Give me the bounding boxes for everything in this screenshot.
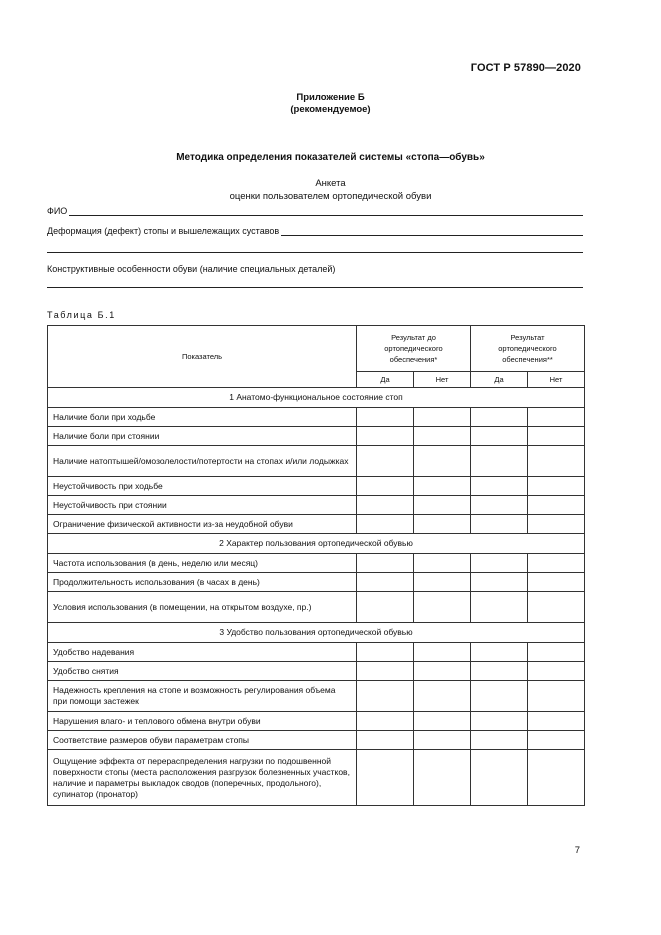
fio-label: ФИО [47,206,68,216]
answer-cell[interactable] [414,643,471,662]
indicator-cell: Частота использования (в день, неделю или месяц) [48,554,357,573]
answer-cell[interactable] [414,496,471,515]
answer-cell[interactable] [357,446,414,477]
indicator-cell: Удобство надевания [48,643,357,662]
answer-cell[interactable] [357,408,414,427]
indicator-cell: Наличие боли при ходьбе [48,408,357,427]
answer-cell[interactable] [528,662,585,681]
indicator-cell: Неустойчивость при ходьбе [48,477,357,496]
column-header-before [357,326,471,372]
column-header-before-text: Результат до ортопедического обеспечения* [384,333,443,364]
answer-cell[interactable] [471,750,528,806]
answer-cell[interactable] [357,643,414,662]
answer-cell[interactable] [357,750,414,806]
table-row [48,408,585,427]
answer-cell[interactable] [528,446,585,477]
column-header-indicator: Показатель [48,326,357,388]
shoe-features-line[interactable] [47,287,583,288]
answer-cell[interactable] [414,681,471,712]
answer-cell[interactable] [414,731,471,750]
answer-cell[interactable] [528,477,585,496]
questionnaire-heading [0,177,661,203]
answer-cell[interactable] [528,643,585,662]
answer-cell[interactable] [528,681,585,712]
appendix-title: Приложение Б [296,92,365,103]
answer-cell[interactable] [471,712,528,731]
indicator-cell: Условия использования (в помещении, на открытом воздухе, пр.) [48,592,357,623]
answer-cell[interactable] [357,515,414,534]
answer-cell[interactable] [528,515,585,534]
column-header-no: Нет [414,372,471,388]
section-heading: 3 Удобство пользования ортопедической обувью [48,623,585,643]
deformation-line[interactable] [281,226,583,236]
column-header-yes: Да [471,372,528,388]
indicator-cell: Наличие боли при стоянии [48,427,357,446]
table-row [48,477,585,496]
answer-cell[interactable] [414,427,471,446]
table-row [48,592,585,623]
answer-cell[interactable] [414,592,471,623]
answer-cell[interactable] [357,427,414,446]
deformation-label: Деформация (дефект) стопы и вышележащих суставов [47,226,280,236]
answer-cell[interactable] [471,681,528,712]
answer-cell[interactable] [528,554,585,573]
deformation-field[interactable] [47,226,583,236]
answer-cell[interactable] [414,662,471,681]
indicator-cell: Ограничение физической активности из-за неудобной обуви [48,515,357,534]
column-header-no: Нет [528,372,585,388]
answer-cell[interactable] [414,712,471,731]
indicator-cell: Надежность крепления на стопе и возможность регулирования объема при помощи застежек [48,681,357,712]
answer-cell[interactable] [471,408,528,427]
deformation-line-2[interactable] [47,252,583,253]
answer-cell[interactable] [357,731,414,750]
table-row [48,712,585,731]
answer-cell[interactable] [471,592,528,623]
section-heading: 2 Характер пользования ортопедической обувью [48,534,585,554]
table-row [48,662,585,681]
table-row [48,573,585,592]
answer-cell[interactable] [357,477,414,496]
table-row [48,681,585,712]
indicator-cell: Удобство снятия [48,662,357,681]
answer-cell[interactable] [414,573,471,592]
answer-cell[interactable] [471,446,528,477]
answer-cell[interactable] [414,446,471,477]
answer-cell[interactable] [414,408,471,427]
table-caption: Таблица Б.1 [47,310,116,320]
table-row [48,750,585,806]
answer-cell[interactable] [471,554,528,573]
indicator-cell: Ощущение эффекта от перераспределения нагрузки по подошвенной поверхности стопы (места расположения разгрузок болезненных участков, наличие и параметры выкладок сводов (поперечных, продольного), супинатор (пронатор) [48,750,357,806]
indicator-cell: Продолжительность использования (в часах в день) [48,573,357,592]
table-row [48,446,585,477]
answer-cell[interactable] [528,592,585,623]
answer-cell[interactable] [471,515,528,534]
answer-cell[interactable] [471,477,528,496]
appendix-heading [0,92,661,116]
answer-cell[interactable] [357,496,414,515]
questionnaire-title: Анкета [315,178,346,189]
answer-cell[interactable] [471,427,528,446]
answer-cell[interactable] [414,477,471,496]
answer-cell[interactable] [471,573,528,592]
standard-number: ГОСТ Р 57890—2020 [470,62,581,74]
page-number: 7 [574,845,580,856]
answer-cell[interactable] [471,643,528,662]
table-row [48,731,585,750]
answer-cell[interactable] [528,731,585,750]
answer-cell[interactable] [528,712,585,731]
answer-cell[interactable] [528,427,585,446]
table-row [48,427,585,446]
answer-cell[interactable] [528,496,585,515]
table-row [48,515,585,534]
survey-table [47,325,585,806]
questionnaire-subtitle: оценки пользователем ортопедической обуви [229,191,432,202]
answer-cell[interactable] [357,592,414,623]
answer-cell[interactable] [528,573,585,592]
answer-cell[interactable] [471,731,528,750]
appendix-status: (рекомендуемое) [290,104,371,115]
answer-cell[interactable] [414,554,471,573]
answer-cell[interactable] [357,681,414,712]
column-header-after [471,326,585,372]
table-row [48,554,585,573]
answer-cell[interactable] [528,408,585,427]
indicator-cell: Наличие натоптышей/омозолелости/потертости на стопах и/или лодыжках [48,446,357,477]
indicator-cell: Неустойчивость при стоянии [48,496,357,515]
table-row [48,496,585,515]
shoe-features-field[interactable] [47,264,583,274]
fio-line[interactable] [69,206,583,216]
column-header-after-text: Результат ортопедического обеспечения** [498,333,557,364]
section-heading: 1 Анатомо-функциональное состояние стоп [48,388,585,408]
column-header-yes: Да [357,372,414,388]
indicator-cell: Соответствие размеров обуви параметрам стопы [48,731,357,750]
indicator-cell: Нарушения влаго- и теплового обмена внутри обуви [48,712,357,731]
answer-cell[interactable] [357,662,414,681]
answer-cell[interactable] [357,712,414,731]
answer-cell[interactable] [357,554,414,573]
method-title: Методика определения показателей системы «стопа—обувь» [176,152,485,163]
answer-cell[interactable] [414,750,471,806]
fio-field[interactable] [47,206,583,216]
table-row [48,643,585,662]
shoe-features-label: Конструктивные особенности обуви (наличие специальных деталей) [47,264,336,274]
answer-cell[interactable] [471,662,528,681]
answer-cell[interactable] [471,496,528,515]
answer-cell[interactable] [414,515,471,534]
answer-cell[interactable] [528,750,585,806]
answer-cell[interactable] [357,573,414,592]
